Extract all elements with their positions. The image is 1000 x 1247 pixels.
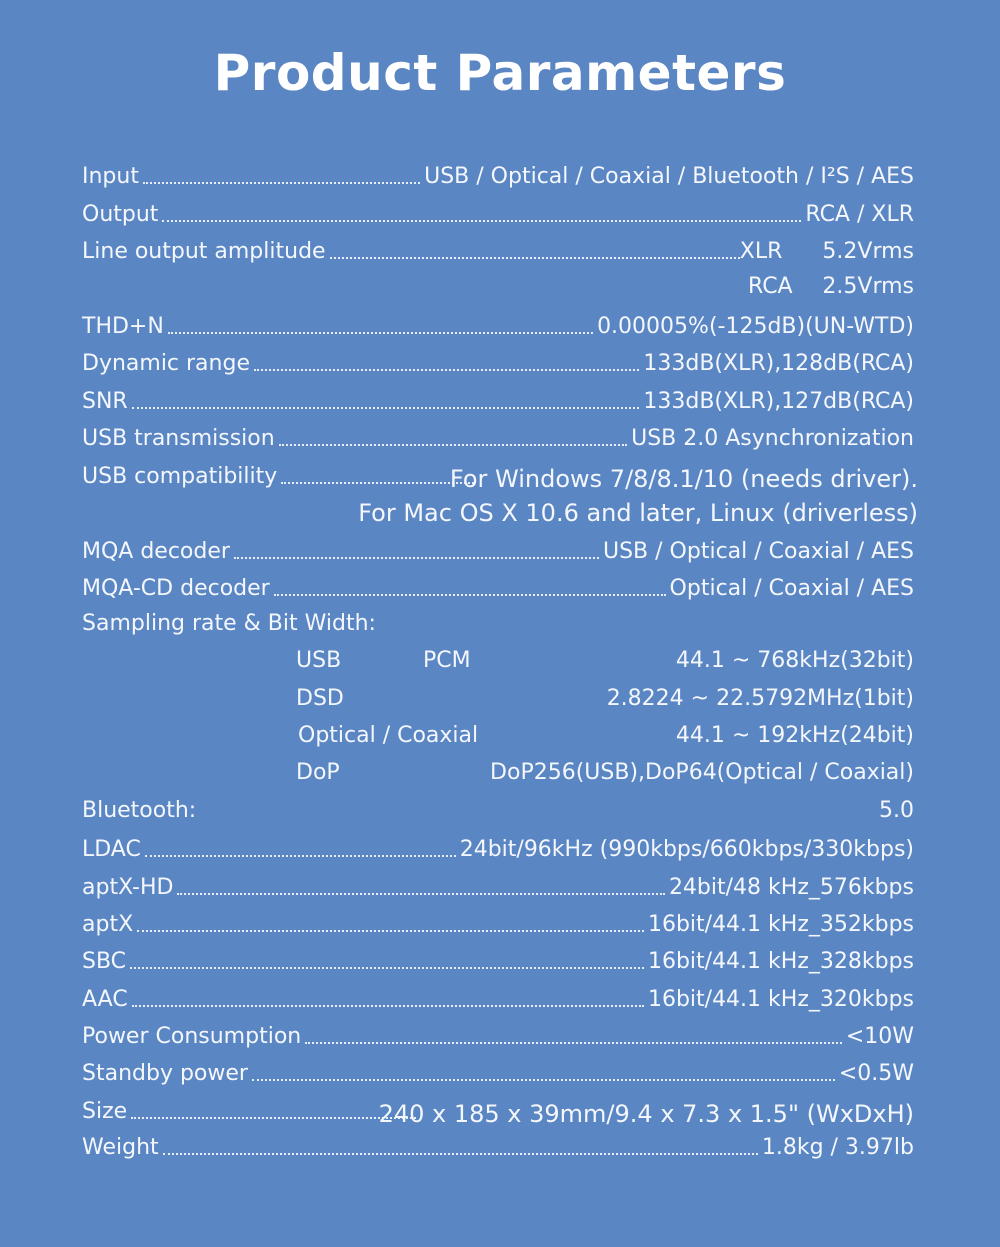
spec-value: <0.5W [838, 1061, 914, 1086]
leader-dots [143, 182, 420, 184]
spec-power [82, 1020, 914, 1052]
usb-compat-line2: For Mac OS X 10.6 and later, Linux (driverless) [358, 499, 918, 527]
spec-label: THD+N [82, 314, 164, 339]
spec-line-output [82, 235, 914, 267]
spec-value: Optical / Coaxial / AES [669, 576, 914, 601]
leader-dots [162, 220, 801, 222]
spec-snr [82, 385, 914, 417]
spec-value: 133dB(XLR),128dB(RCA) [643, 351, 914, 376]
spec-thd [82, 310, 914, 342]
sampling-label: Sampling rate & Bit Width: [82, 611, 376, 636]
spec-value: USB 2.0 Asynchronization [631, 426, 914, 451]
spec-value: 16bit/44.1 kHz_320kbps [647, 987, 914, 1012]
leader-dots [234, 557, 599, 559]
leader-dots [254, 369, 639, 371]
leader-dots [132, 1005, 644, 1007]
spec-output [82, 198, 914, 230]
sampling-dsd-interface: DSD [296, 686, 344, 711]
spec-input [82, 160, 914, 192]
spec-value: 0.00005%(-125dB)(UN-WTD) [597, 314, 914, 339]
spec-label: Weight [82, 1135, 159, 1160]
spec-sbc [82, 945, 914, 977]
spec-usb-transmission [82, 422, 914, 454]
sampling-usb-value: 44.1 ~ 768kHz(32bit) [675, 648, 914, 673]
usb-compat-line1: For Windows 7/8/8.1/10 (needs driver). [449, 465, 918, 493]
spec-value: USB / Optical / Coaxial / AES [602, 539, 914, 564]
sampling-dop-value: DoP256(USB),DoP64(Optical / Coaxial) [490, 760, 914, 785]
spec-label: Dynamic range [82, 351, 250, 376]
rca-value: 2.5Vrms [822, 274, 914, 299]
spec-value: 16bit/44.1 kHz_352kbps [647, 912, 914, 937]
leader-dots [252, 1079, 835, 1081]
spec-label: SBC [82, 949, 127, 974]
leader-dots [132, 407, 640, 409]
spec-mqa-cd [82, 572, 914, 604]
leader-dots [131, 1117, 416, 1119]
spec-dynamic-range [82, 347, 914, 379]
bluetooth-label: Bluetooth: [82, 798, 197, 823]
leader-dots [279, 444, 627, 446]
leader-dots [281, 482, 474, 484]
spec-label: MQA decoder [82, 539, 230, 564]
size-value: 240 x 185 x 39mm/9.4 x 7.3 x 1.5" (WxDxH) [378, 1100, 914, 1128]
leader-dots [137, 930, 644, 932]
page-title: Product Parameters [213, 44, 787, 102]
xlr-value: 5.2Vrms [822, 239, 914, 264]
leader-dots [145, 855, 456, 857]
spec-label: aptX [82, 912, 134, 937]
spec-label: Output [82, 202, 159, 227]
spec-weight [82, 1131, 914, 1163]
leader-dots [274, 594, 666, 596]
spec-label: LDAC [82, 837, 141, 862]
sampling-usb-interface: USB [296, 648, 342, 673]
sampling-usb-format: PCM [423, 648, 471, 673]
sampling-optical-value: 44.1 ~ 192kHz(24bit) [675, 723, 914, 748]
spec-label: Power Consumption [82, 1024, 302, 1049]
spec-label: aptX-HD [82, 875, 174, 900]
spec-value: 24bit/96kHz (990kbps/660kbps/330kbps) [459, 837, 914, 862]
spec-label: USB compatibility [82, 464, 278, 489]
leader-dots [330, 257, 740, 259]
spec-label: Line output amplitude [82, 239, 326, 264]
xlr-label: XLR [739, 239, 783, 264]
rca-label: RCA [748, 274, 793, 299]
leader-dots [177, 893, 664, 895]
spec-ldac [82, 833, 914, 865]
spec-size [82, 1095, 420, 1127]
sampling-dsd-value: 2.8224 ~ 22.5792MHz(1bit) [606, 686, 914, 711]
leader-dots [168, 332, 593, 334]
spec-value: <10W [845, 1024, 914, 1049]
spec-standby [82, 1057, 914, 1089]
sampling-dop-interface: DoP [296, 760, 340, 785]
spec-value: 133dB(XLR),127dB(RCA) [643, 389, 914, 414]
spec-aptx [82, 908, 914, 940]
spec-value: 16bit/44.1 kHz_328kbps [647, 949, 914, 974]
spec-value: 24bit/48 kHz_576kbps [668, 875, 914, 900]
spec-label: Size [82, 1099, 128, 1124]
spec-label: AAC [82, 987, 128, 1012]
leader-dots [163, 1153, 758, 1155]
spec-aptx-hd [82, 871, 914, 903]
spec-label: SNR [82, 389, 128, 414]
spec-value: RCA / XLR [805, 202, 914, 227]
spec-value-xlr [740, 237, 914, 267]
leader-dots [305, 1042, 842, 1044]
spec-value: USB / Optical / Coaxial / Bluetooth / I²S / AES [424, 164, 914, 189]
spec-mqa [82, 535, 914, 567]
spec-label: MQA-CD decoder [82, 576, 270, 601]
spec-value: 1.8kg / 3.97lb [761, 1135, 914, 1160]
spec-label: USB transmission [82, 426, 275, 451]
leader-dots [130, 967, 644, 969]
spec-aac [82, 983, 914, 1015]
spec-usb-compat [82, 460, 478, 492]
bluetooth-value: 5.0 [879, 798, 914, 823]
sampling-optical-interface: Optical / Coaxial [298, 723, 479, 748]
spec-label: Input [82, 164, 139, 189]
spec-label: Standby power [82, 1061, 248, 1086]
